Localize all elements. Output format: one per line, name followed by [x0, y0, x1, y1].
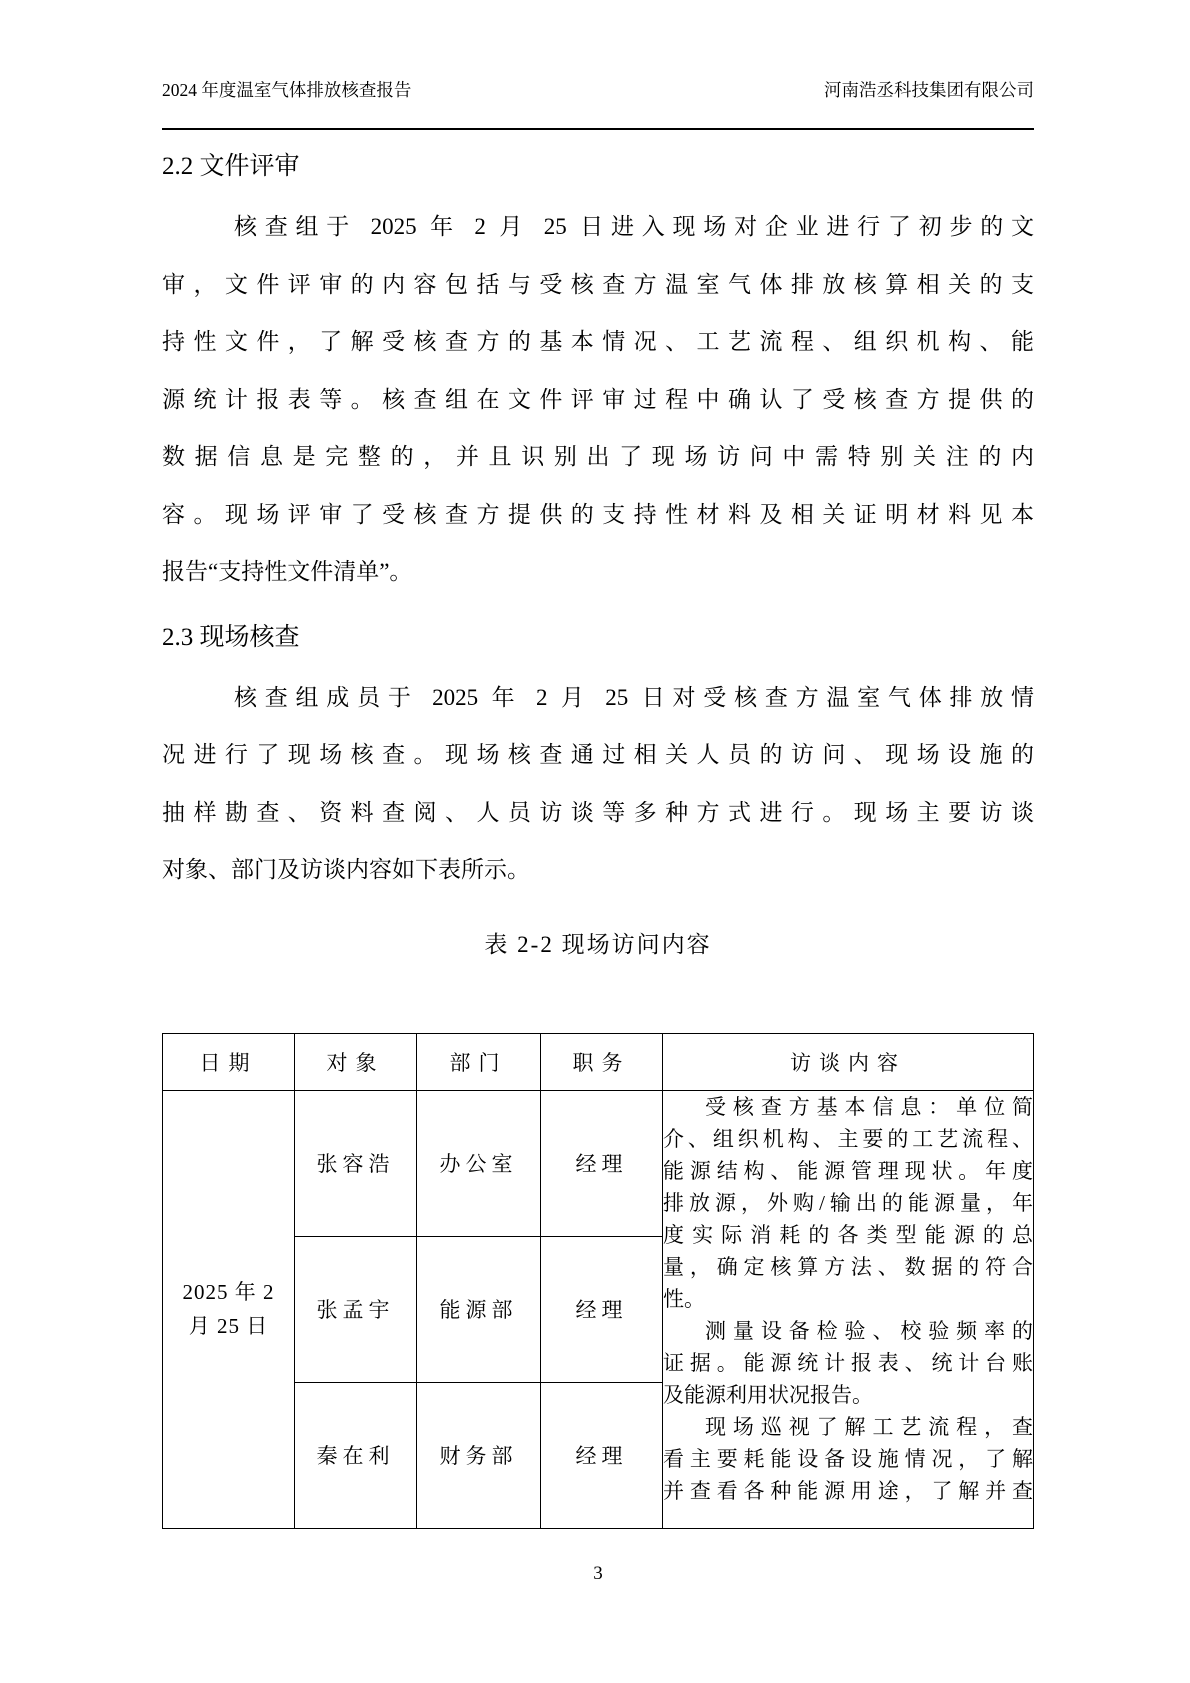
department-cell: 财务部 — [417, 1382, 541, 1528]
header-cell-department: 部门 — [417, 1033, 541, 1090]
paragraph-line: 报告“支持性文件清单”。 — [162, 559, 413, 584]
content-line: 并查看各种能源用途，了解并查 — [663, 1478, 1033, 1503]
content-line: 排放源，外购/输出的能源量，年 — [663, 1190, 1033, 1215]
content-line: 能源结构、能源管理现状。年度 — [663, 1158, 1033, 1183]
date-line: 月 25 日 — [188, 1314, 269, 1338]
paragraph-line: 源统计报表等。核查组在文件评审过程中确认了受核查方提供的 — [162, 386, 1034, 412]
paragraph-line: 审，文件评审的内容包括与受核查方温室气体排放核算相关的支 — [162, 271, 1034, 297]
section-title-2-3: 2.3 现场核查 — [162, 623, 300, 651]
header-report-title: 2024 年度温室气体排放核查报告 — [162, 80, 412, 100]
table-header-row — [163, 1033, 1034, 1090]
person-cell: 张容浩 — [295, 1090, 417, 1236]
paragraph-line: 容。现场评审了受核查方提供的支持性材料及相关证明材料见本 — [162, 501, 1034, 527]
interview-content-cell — [663, 1090, 1034, 1528]
person-cell: 秦在利 — [295, 1382, 417, 1528]
header-cell-position: 职务 — [541, 1033, 663, 1090]
paragraph-line: 核查组于 2025 年 2 月 25 日进入现场对企业进行了初步的文 — [234, 214, 1034, 239]
paragraph-2-2 — [162, 198, 1034, 601]
paragraph-line: 数据信息是完整的，并且识别出了现场访问中需特别关注的内 — [162, 444, 1034, 469]
section-title-2-2: 2.2 文件评审 — [162, 153, 300, 180]
paragraph-line: 持性文件，了解受核查方的基本情况、工艺流程、组织机构、能 — [162, 329, 1034, 354]
paragraph-2-3 — [162, 669, 1034, 899]
position-cell: 经理 — [541, 1236, 663, 1382]
header-rule — [162, 128, 1034, 130]
content-line: 性。 — [663, 1286, 705, 1311]
content-line: 介、组织机构、主要的工艺流程、 — [663, 1126, 1033, 1151]
page-header — [162, 78, 1034, 102]
table-caption: 表 2-2 现场访问内容 — [484, 931, 712, 957]
header-company-name: 河南浩丞科技集团有限公司 — [824, 80, 1034, 100]
position-cell: 经理 — [541, 1090, 663, 1236]
position-cell: 经理 — [541, 1382, 663, 1528]
department-cell: 办公室 — [417, 1090, 541, 1236]
site-visit-table — [162, 1033, 1034, 1529]
paragraph-line: 况进行了现场核查。现场核查通过相关人员的访问、现场设施的 — [162, 742, 1034, 767]
paragraph-line: 对象、部门及访谈内容如下表所示。 — [162, 857, 530, 882]
paragraph-line: 抽样勘查、资料查阅、人员访谈等多种方式进行。现场主要访谈 — [162, 799, 1034, 825]
header-cell-date: 日期 — [163, 1033, 295, 1090]
content-line: 现场巡视了解工艺流程，查 — [705, 1414, 1033, 1439]
department-cell: 能源部 — [417, 1236, 541, 1382]
header-cell-person: 对象 — [295, 1033, 417, 1090]
content-line: 及能源利用状况报告。 — [663, 1382, 873, 1407]
content-line: 测量设备检验、校验频率的 — [705, 1318, 1033, 1343]
paragraph-line: 核查组成员于 2025 年 2 月 25 日对受核查方温室气体排放情 — [234, 684, 1034, 710]
content-line: 量，确定核算方法、数据的符合 — [663, 1254, 1033, 1279]
date-line: 2025 年 2 — [182, 1280, 275, 1304]
content-line: 受核查方基本信息：单位简 — [705, 1094, 1033, 1119]
content-line: 看主要耗能设备设施情况，了解 — [663, 1446, 1033, 1471]
content-line: 证据。能源统计报表、统计台账 — [663, 1350, 1033, 1375]
table-row — [163, 1090, 1034, 1236]
person-cell: 张孟宇 — [295, 1236, 417, 1382]
page-number: 3 — [593, 1562, 603, 1584]
content-line: 度实际消耗的各类型能源的总 — [663, 1222, 1033, 1247]
header-cell-content: 访谈内容 — [663, 1033, 1034, 1090]
date-cell — [163, 1090, 295, 1528]
